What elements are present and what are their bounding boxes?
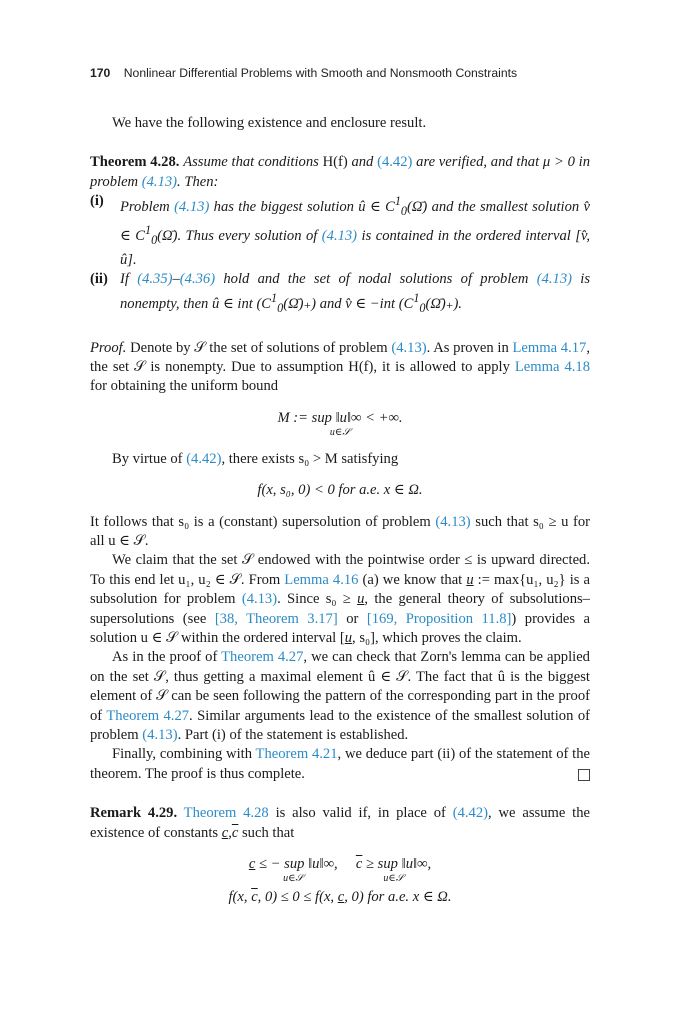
remark-label: Remark 4.29. — [90, 805, 178, 822]
ref-38[interactable]: [38, Theorem 3.17] — [214, 610, 338, 627]
ref-4-35[interactable]: (4.35) — [137, 270, 173, 287]
ref-4-42[interactable]: (4.42) — [452, 805, 489, 822]
theorem-item-ii: (ii) If (4.35)–(4.36) hold and the set of nodal solutions of problem (4.13) is nonempty, then û ∈ int $(C^1_0(\Omegā)_+)$ and v̂ ∈ −int $(C^1_0(\Omegā)_+)$. — [90, 270, 591, 316]
equation-uniform-bound: M := sup ‖u‖∞ < +∞. u∈𝒮 — [277, 409, 403, 438]
ref-4-13[interactable]: (4.13) — [321, 228, 358, 245]
ref-4-36[interactable]: (4.36) — [179, 270, 216, 287]
proof: Proof. Denote by 𝒮 the set of solutions of problem (4.13). As proven in Lemma 4.17, the set 𝒮 is nonempty. Due to assumption H(f), it is allowed to apply Lemma 4.18 for obtaining the uniform bound M := sup ‖u‖∞ < +∞. u∈𝒮 By virtue of (4.42), there exists s₀ > M satisfying f(x, s₀, 0) < 0 for a.e. x ∈ Ω. It follows that s₀ is a (constant) supersolution of problem (4.13) such that s₀ ≥ u for all u ∈ 𝒮. We claim that the set 𝒮 endowed with the pointwise order ≤ is upward directed. To this end let u₁, u₂ ∈ 𝒮. From Lemma 4.16 (a) we know that u := max{u₁, u₂} is a subsolution for problem (4.13). Since s₀ ≥ u, the general theory of subsolutions–supersolutions (see [38, Theorem 3.17] or [169, Proposition 11.8]) provides a solution u ∈ 𝒮 within the ordered interval [u, s₀], which proves the claim. As in the proof of Theorem 4.27, we can check that Zorn's lemma can be applied on the set 𝒮, thus getting a maximal element û ∈ 𝒮. The fact that û is the biggest element of 𝒮 can be seen following the pattern of the corresponding part in the proof of Theorem 4.27. Similar arguments lead to the existence of the smallest solution of problem (4.13). Part (i) of the statement is established. Finally, combining with Theorem 4.21, we deduce part (ii) of the statement of the theorem. The proof is thus complete. — [90, 339, 590, 785]
ref-4-13[interactable]: (4.13) — [435, 513, 471, 530]
ref-4-13[interactable]: (4.13) — [141, 173, 178, 190]
ref-theorem-4-21[interactable]: Theorem 4.21 — [255, 746, 338, 763]
equation-s0: f(x, s₀, 0) < 0 for a.e. x ∈ Ω. — [257, 482, 423, 499]
ref-theorem-4-27[interactable]: Theorem 4.27 — [221, 649, 304, 666]
ref-4-13[interactable]: (4.13) — [174, 199, 210, 216]
proof-paragraph-2: We claim that the set 𝒮 endowed with the pointwise order ≤ is upward directed. To this end let u₁, u₂ ∈ 𝒮. From Lemma 4.16 (a) we know that u := max{u₁, u₂} is a subsolution for problem (4.13). Since s₀ ≥ u, the general theory of subsolutions–supersolutions (see [38, Theorem 3.17] or [169, Proposition 11.8]) provides a solution u ∈ 𝒮 within the ordered interval [u, s₀], which proves the claim. — [90, 552, 590, 647]
ref-4-42[interactable]: (4.42) — [377, 154, 413, 171]
ref-lemma-4-17[interactable]: Lemma 4.17 — [512, 339, 587, 356]
ref-theorem-4-27[interactable]: Theorem 4.27 — [106, 707, 190, 724]
theorem-item-i: (i) Problem (4.13) has the biggest solution û ∈ $C^1_0(\Omegā)$ and the smallest solution v̂ ∈ $C^1_0(\Omegā)$. Thus every solution of (4.13) is contained in the ordered interval [v̂, û]. — [90, 193, 590, 268]
running-title: Nonlinear Differential Problems with Smooth and Nonsmooth Constraints — [123, 66, 518, 80]
proof-paragraph-3: As in the proof of Theorem 4.27, we can check that Zorn's lemma can be applied on the set 𝒮, thus getting a maximal element û ∈ 𝒮. The fact that û is the biggest element of 𝒮 can be seen following the pattern of the corresponding part in the proof of Theorem 4.27. Similar arguments lead to the existence of the smallest solution of problem (4.13). Part (i) of the statement is established. — [90, 649, 590, 744]
ref-4-13[interactable]: (4.13) — [142, 727, 178, 744]
remark-4-29: Remark 4.29. Theorem 4.28 is also valid if, in place of (4.42), we assume the existence of constants $c,\overline{c}$ such that c ≤ − sup ‖u‖∞, u∈𝒮 $\overline{c}$ ≥ sup ‖u‖∞, u∈𝒮 f(x, $\overline{c}$, 0) ≤ 0 ≤ f(x, c, 0) for a.e. x ∈ Ω. — [90, 804, 590, 907]
remark-equation-1: c ≤ − sup ‖u‖∞, u∈𝒮 $\overline{c}$ ≥ sup ‖u‖∞, u∈𝒮 — [248, 856, 432, 885]
page-number: 170 — [90, 66, 111, 80]
page-body — [90, 114, 590, 919]
ref-lemma-4-18[interactable]: Lemma 4.18 — [514, 358, 590, 375]
ref-4-13[interactable]: (4.13) — [241, 591, 278, 608]
proof-paragraph-4: Finally, combining with Theorem 4.21, we deduce part (ii) of the statement of the theorem. The proof is thus complete. — [90, 746, 590, 782]
ref-4-13[interactable]: (4.13) — [391, 339, 427, 356]
ref-4-42[interactable]: (4.42) — [186, 450, 222, 467]
theorem-4-28: Theorem 4.28. Assume that conditions H(f) and (4.42) are verified, and that μ > 0 in problem (4.13). Then: (i) Problem (4.13) has the biggest solution û ∈ $C^1_0(\Omegā)$ and the smallest solution v̂ ∈ $C^1_0(\Omegā)$. Thus every solution of (4.13) is contained in the ordered interval [v̂, û]. (ii) If (4.35)–(4.36) hold and the set of nodal solutions of problem (4.13) is nonempty, then û ∈ int $(C^1_0(\Omegā)_+)$ and v̂ ∈ −int $(C^1_0(\Omegā)_+)$. — [90, 153, 590, 318]
ref-4-13[interactable]: (4.13) — [536, 270, 572, 287]
proof-label: Proof. — [90, 339, 127, 356]
ref-lemma-4-16[interactable]: Lemma 4.16 — [284, 571, 359, 588]
qed-box-icon — [578, 769, 590, 781]
theorem-label: Theorem 4.28. — [90, 154, 180, 171]
remark-equation-2: f(x, $\overline{c}$, 0) ≤ 0 ≤ f(x, c, 0) for a.e. x ∈ Ω. — [228, 889, 452, 906]
running-header — [90, 66, 590, 80]
ref-169[interactable]: [169, Proposition 11.8] — [366, 610, 512, 627]
intro-paragraph: We have the following existence and enclosure result. — [112, 115, 427, 131]
ref-theorem-4-28[interactable]: Theorem 4.28 — [183, 805, 269, 822]
